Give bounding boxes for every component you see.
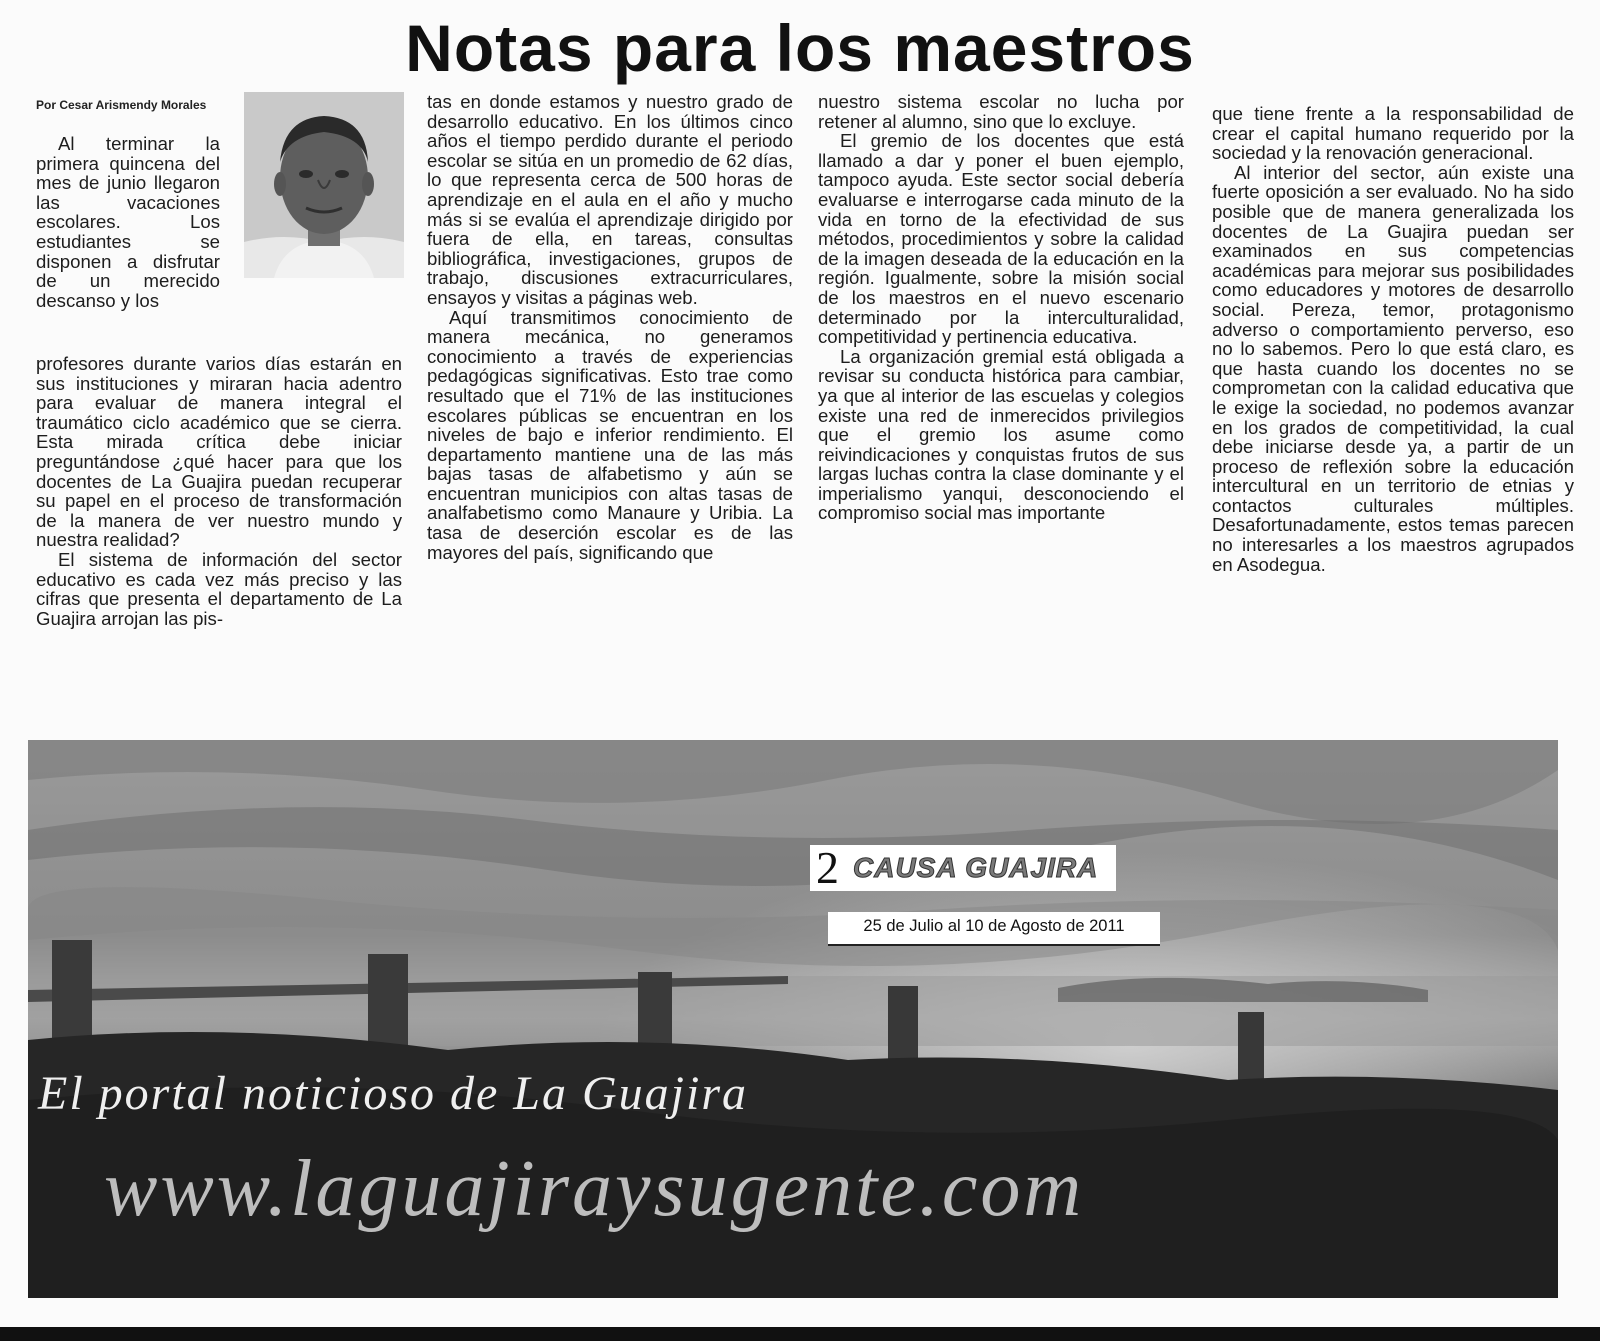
byline: Por Cesar Arismendy Morales: [36, 98, 207, 112]
article-column-1-top: [36, 134, 220, 310]
article-paragraph: Aquí transmitimos conocimiento de manera mecánica, no generamos conocimiento a través de experiencias pedagógicas significativas. Esto trae como resultado que el 71% de las instituciones escolares públicas se encuentran en los niveles de bajo e inferior rendimiento. El departamento mantiene una de las más bajas tasas de alfabetismo y aún se encuentran municipios con altas tasas de analfabetismo como Manaure y Uribia. La tasa de deserción escolar es de las mayores del país, significando que: [427, 306, 793, 563]
article-paragraph: Al interior del sector, aún existe una fuerte oposición a ser evaluado. No ha sido posible que de manera generalizada los docentes de La Guajira puedan ser examinados en sus competencias académicas para mejorar sus posibilidades como educadores y motores de desarrollo social. Pereza, temor, protagonismo adverso o comportamiento perverso, eso no lo sabemos. Pero lo que está claro, es que hasta cuando los docentes no se comprometan con la calidad educativa que le exige la sociedad, no podemos avanzar en los grados de competitividad, la cual debe iniciarse desde ya, a partir de un proceso de reflexión sobre la educación intercultural en un territorio de etnias y contactos culturales múltiples. Desafortunadamente, estos temas parecen no interesarles a los maestros agrupados en Asodegua.: [1212, 161, 1574, 575]
article-column-2: [427, 92, 793, 562]
article-paragraph: que tiene frente a la responsabilidad de crear el capital humano requerido por la sociedad y la renovación generacional.: [1212, 103, 1574, 164]
newspaper-name: CAUSA GUAJIRA: [853, 852, 1099, 883]
newspaper-masthead: [810, 842, 1116, 893]
article-column-1-bottom: [36, 354, 402, 628]
article-column-3: [818, 92, 1184, 523]
article-column-4: [1212, 104, 1574, 574]
article-paragraph: El gremio de los docentes que está llamado a dar y poner el buen ejemplo, tampoco ayuda. Este sector social debería evaluarse e interrogarse cada minuto de la vida en torno de la efectividad de sus métodos, procedimientos y sobre la calidad de la imagen deseada de la educación en la región. Igualmente, sobre la misión social de los maestros en el nuevo escenario determinado por la interculturalidad, competitividad y pertinencia educativa.: [818, 130, 1184, 348]
issue-date: 25 de Julio al 10 de Agosto de 2011: [828, 912, 1160, 946]
article-paragraph: El sistema de información del sector educativo es cada vez más preciso y las cifras que presenta el departamento de La Guajira arrojan las pis-: [36, 548, 402, 629]
page-title: Notas para los maestros: [405, 11, 1195, 85]
article-paragraph: La organización gremial está obligada a revisar su conducta histórica para cambiar, ya que al interior de las escuelas y colegios existe una red de inmerecidos privilegios que el gremio los asume como reivindicaciones y conquistas frutos de sus largas luchas contra la clase dominante y el imperialismo yanqui, desconociendo el compromiso social mas importante: [818, 345, 1184, 524]
author-portrait-icon: [244, 92, 404, 278]
portal-tagline: El portal noticioso de La Guajira: [38, 1067, 749, 1120]
website-url: www.laguajiraysugente.com: [104, 1145, 1085, 1233]
article-paragraph: Al terminar la primera quincena del mes de junio llegaron las vacaciones escolares. Los estudiantes se disponen a disfrutar de un merecido descanso y los: [36, 133, 220, 311]
article-paragraph: nuestro sistema escolar no lucha por retener al alumno, sino que lo excluye.: [818, 91, 1184, 132]
page-number: 2: [816, 842, 839, 893]
scan-edge-divider: [0, 1327, 1600, 1341]
article-paragraph: tas en donde estamos y nuestro grado de desarrollo educativo. En los últimos cinco años el tiempo perdido durante el periodo escolar se sitúa en un promedio de 62 días, lo que representa cerca de 500 horas de aprendizaje en el aula en el año y mucho más si se evalúa el aprendizaje dirigido por fuera de ella, en tareas, consultas bibliográfica, investigaciones, grupos de trabajo, discusiones extracurriculares, ensayos y visitas a páginas web.: [427, 91, 793, 308]
article-paragraph: profesores durante varios días estarán en sus instituciones y miraran hacia adentro para evaluar de manera integral el traumático ciclo académico que se cierra. Esta mirada crítica debe iniciar preguntándose ¿qué hacer para que los docentes de La Guajira puedan recuperar su papel en el proceso de transformación de la manera de ver nuestro mundo y nuestra realidad?: [36, 353, 402, 551]
